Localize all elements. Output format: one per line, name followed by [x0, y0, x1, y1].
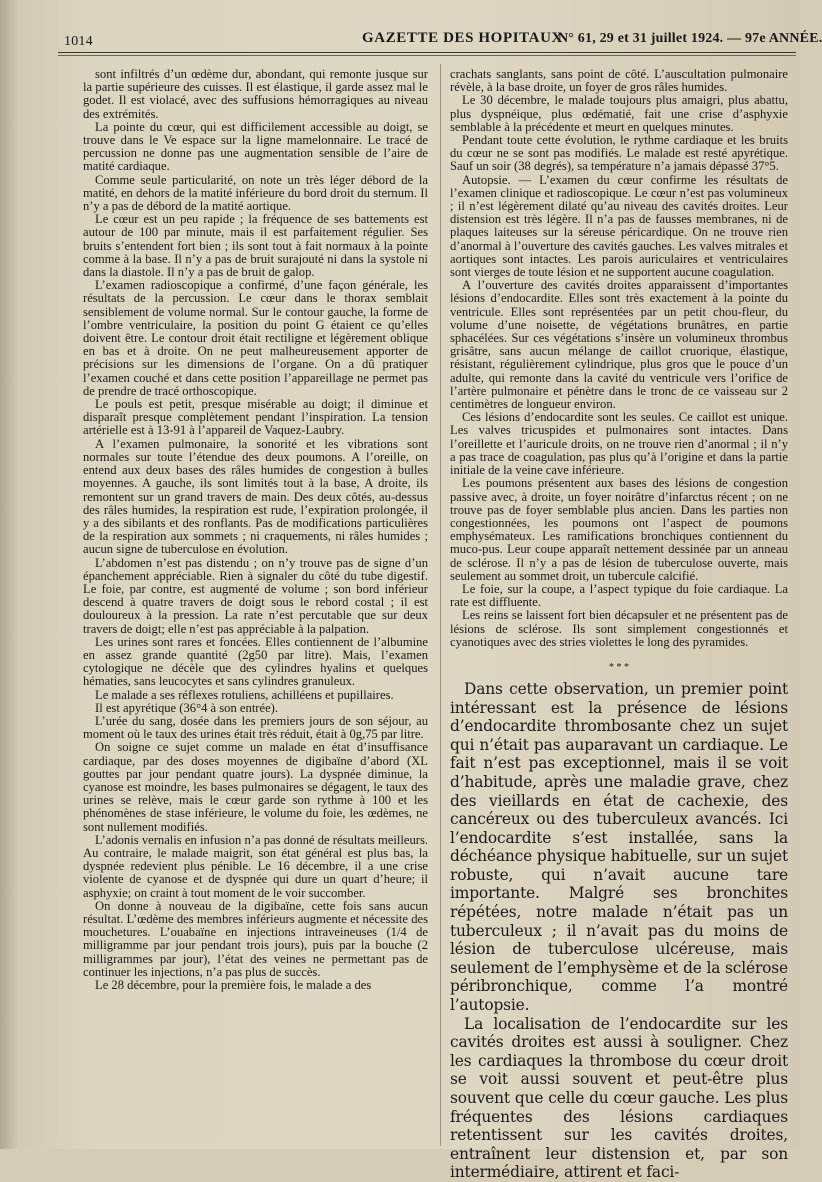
page-header [50, 28, 822, 49]
paragraph: Le malade a ses réflexes rotuliens, achilléens et pupillaires. [95, 687, 394, 702]
paragraph: L’abdomen n’est pas distendu ; on n’y trouve pas de signe d’un épanchement appréciable. Rien à signaler du côté du tube digestif. Le foie, par contre, est augmenté de volume ; son bord inférieur descend à quatre travers de doigt sous le rebord costal ; il est douloureux à la pression. La rate n’est percutable que sur deux travers de doigt; elle n’est pas appréciable à la palpation. [83, 555, 428, 636]
journal-title: GAZETTE DES HOPITAUX [362, 30, 563, 46]
commentary [450, 680, 788, 1182]
paragraph: A l’ouverture des cavités droites apparaissent d’importantes lésions d’endocardite. Elles sont très exactement à la pointe du ventricule. Elles sont représentées par un petit chou-fleur, du volume d’une noisette, de végétations brunâtres, en partie sphacélées. Sur ces végétations s’insère un volumineux thrombus grisâtre, sans aucun mélange de caillot cruorique, élastique, résistant, régulièrement cylindrique, plus gros que le pouce d’un adulte, qui remonte dans la cavité du ventricule vers l’orifice de l’artère pulmonaire et pénètre dans le tronc de ce vaisseau sur 2 centimètres de longueur environ. [450, 278, 788, 412]
paragraph: sont infiltrés d’un œdème dur, abondant, qui remonte jusque sur la partie supérieure des cuisses. Il est élastique, il garde assez mal le godet. Il est violacé, avec des suffusions hémorragiques au niveau des extrémités. [83, 67, 428, 121]
paragraph: L’examen radioscopique a confirmé, d’une façon générale, les résultats de la percussion. Le cœur dans le thorax semblait sensiblement de volume normal. Sur le contour gauche, la forme de l’ombre ventriculaire, la position du point G étaient ce qu’elles doivent être. Le contour droit était rectiligne et légèrement oblique en bas et à droite. On ne peut malheureusement apporter de précisions sur les dimensions de l’organe. On a dû pratiquer l’examen couché et dans cette position l’appareillage ne permet pas de prendre de tracé orthoscopique. [83, 278, 428, 398]
paragraph: Le cœur est un peu rapide ; la fréquence de ses battements est autour de 100 par minute, mais il est parfaitement régulier. Ses bruits s’entendent fort bien ; ils sont tout à fait normaux à la pointe comme à la base. Il n’y a pas de bruit surajouté ni dans la systole ni dans la diastole. Il n’y a pas de bruit de galop. [83, 212, 428, 280]
issue-info: N° 61, 29 et 31 juillet 1924. — 97e ANNÉE. [558, 31, 822, 46]
paragraph: Comme seule particularité, on note un très léger débord de la matité, en dehors de la matité inférieure du bord droit du sternum. Il n’y a pas de débord de la matité aortique. [83, 172, 428, 214]
paragraph: Il est apyrétique (36°4 à son entrée). [95, 700, 279, 715]
header-rule [58, 52, 796, 53]
paragraph: Le foie, sur la coupe, a l’aspect typique du foie cardiaque. La rate est diffluente. [450, 581, 788, 610]
paragraph: Le pouls est petit, presque misérable au doigt; il diminue et disparaît presque complètement pendant l’inspiration. La tension artérielle est à 13-91 à l’appareil de Vaquez-Laubry. [83, 397, 428, 438]
left-column [83, 68, 428, 992]
paragraph: Le 28 décembre, pour la première fois, le malade a des [95, 978, 372, 993]
paragraph: La localisation de l’endocardite sur les cavités droites est aussi à souligner. Chez les cardiaques la thrombose du cœur droit se voit aussi souvent et peut-être plus souvent que celle du cœur gauche. Les plus fréquentes des lésions cardiaques retentissent sur les cavités droites, entraînent leur distension et, par son intermédiaire, attirent et faci- [450, 1014, 788, 1182]
paragraph: Pendant toute cette évolution, le rythme cardiaque et les bruits du cœur ne se sont pas modifiés. Le malade est resté apyrétique. Sauf un soir (38 degrés), sa température n’a jamais dépassé 37°5. [450, 133, 788, 174]
paragraph: On donne à nouveau de la digibaïne, cette fois sans aucun résultat. L’œdème des membres inférieurs augmente et nécessite des mouchetures. L’ouabaïne en injections intraveineuses (1/4 de milligramme par jour pendant trois jours), puis par la bouche (2 milligrammes par jour), l’état des veines ne permettant pas de continuer les injections, n’a pas plus de succès. [83, 898, 428, 979]
paragraph: crachats sanglants, sans point de côté. L’auscultation pulmonaire révèle, à la base droite, un foyer de gros râles humides. [450, 67, 788, 95]
paragraph: Le 30 décembre, le malade toujours plus amaigri, plus abattu, plus dyspnéique, plus œdématié, fait une crise d’asphyxie semblable à la précédente et meurt en quelques minutes. [450, 93, 788, 134]
case-report-continuation [450, 68, 788, 649]
paragraph: Autopsie. — L’examen du cœur confirme les résultats de l’examen clinique et radioscopique. Le cœur n’est pas volumineux ; il n’est légèrement dilaté qu’au niveau des cavités droites. Leur distension est très légère. Il n’a pas de fausses membranes, ni de plaques laiteuses sur la séreuse péricardique. On ne trouve rien d’anormal à l’ouverture des cavités gauches. Les valves mitrales et aortiques sont intactes. Les parois auriculaires et ventriculaires sont vierges de toute lésion et ne supportent aucune coagulation. [450, 172, 788, 280]
paragraph: Dans cette observation, un premier point intéressant est la présence de lésions d’endocardite thrombosante chez un sujet qui n’était pas auparavant un cardiaque. Le fait n’est pas exceptionnel, mais il se voit d’habitude, après une maladie grave, chez des vieillards en état de cachexie, des cancéreux ou des tuberculeux avancés. Ici l’endocardite s’est installée, sans la déchéance physique habituelle, sur un sujet robuste, qui n’avait aucune tare importante. Malgré ses bronchites répétées, notre malade n’était pas un tuberculeux ; il n’avait pas du moins de lésion de tuberculose ulcéreuse, mais seulement de l’emphysème et de la sclérose péribronchique, comme l’a montré l’autopsie. [450, 679, 788, 1015]
column-divider [440, 64, 441, 1146]
paragraph: Les urines sont rares et foncées. Elles contiennent de l’albumine en assez grande quantité (2g50 par litre). Mais, l’examen cytologique ne décèle que des cylindres hyalins et quelques hématies, sans leucocytes et sans cylindres granuleux. [83, 634, 428, 689]
paragraph: Ces lésions d’endocardite sont les seules. Ce caillot est unique. Les valves tricuspides et pulmonaires sont intactes. Dans l’oreillette et l’auricule droits, on ne trouve rien d’anormal ; il n’y a pas trace de coagulation, pas plus qu’à l’origine et dans la partie initiale de la veine cave inférieure. [450, 410, 788, 478]
paragraph: A l’examen pulmonaire, la sonorité et les vibrations sont normales sur toute l’étendue des deux poumons. A l’oreille, on entend aux deux bases des râles humides de congestion à bulles moyennes. A gauche, ils sont limités tout à la base, A droite, ils remontent sur un grand travers de main. Des deux côtés, au-dessus des râles humides, la respiration est rude, l’expiration prolongée, il y a des sibilants et des ronflants. Pas de modifications particulières de la respiration aux sommets ; ni craquements, ni râles humides ; aucun signe de tuberculose en évolution. [83, 436, 428, 557]
right-column [450, 68, 788, 1182]
paragraph: Les poumons présentent aux bases des lésions de congestion passive avec, à droite, un foyer noirâtre d’infarctus récent ; on ne trouve pas de foyer semblable plus ancien. Dans les parties non congestionnées, les poumons ont l’aspect de poumons emphysémateux. Les ramifications bronchiques contiennent du muco-pus. Leur coupe apparaît nettement dessinée par un anneau de sclérose. Il n’y a pas de lésion de tuberculose ouverte, mais seulement au sommet droit, un tubercule calcifié. [450, 476, 788, 583]
paragraph: On soigne ce sujet comme un malade en état d’insuffisance cardiaque, par des doses moyennes de digibaïne d’abord (XL gouttes par jour pendant quatre jours). La dyspnée diminue, la cyanose est moindre, les bases pulmonaires se dégagent, le taux des urines se relève, mais le cœur garde son rythme à 100 et les phénomènes de stase inférieure, le volume du foie, les œdèmes, ne sont nullement modifiés. [83, 740, 428, 834]
section-separator: * * * [609, 661, 629, 673]
header-rule-secondary [58, 55, 796, 56]
page-number: 1014 [64, 34, 93, 49]
paragraph: L’adonis vernalis en infusion n’a pas donné de résultats meilleurs. Au contraire, le malade maigrit, son état général est plus bas, la dyspnée redevient plus pénible. Le 16 décembre, il a une crise violente de cyanose et de dyspnée qui dure un quart d’heure; il asphyxie; on craint à tout moment de le voir succomber. [83, 832, 428, 900]
paragraph: La pointe du cœur, qui est difficilement accessible au doigt, se trouve dans le Ve espace sur la ligne mamelonnaire. Le tracé de percussion ne donne pas une augmentation sensible de l’aire de matité cardiaque. [83, 119, 428, 174]
paragraph: L’urée du sang, dosée dans les premiers jours de son séjour, au moment où le taux des urines était très réduit, était à 0g,75 par litre. [83, 713, 428, 742]
paragraph: Les reins se laissent fort bien décapsuler et ne présentent pas de lésions de sclérose. Ils sont simplement congestionnés et cyanotiques avec des stries violettes le long des pyramides. [450, 608, 788, 649]
binding-shadow [0, 0, 18, 1149]
